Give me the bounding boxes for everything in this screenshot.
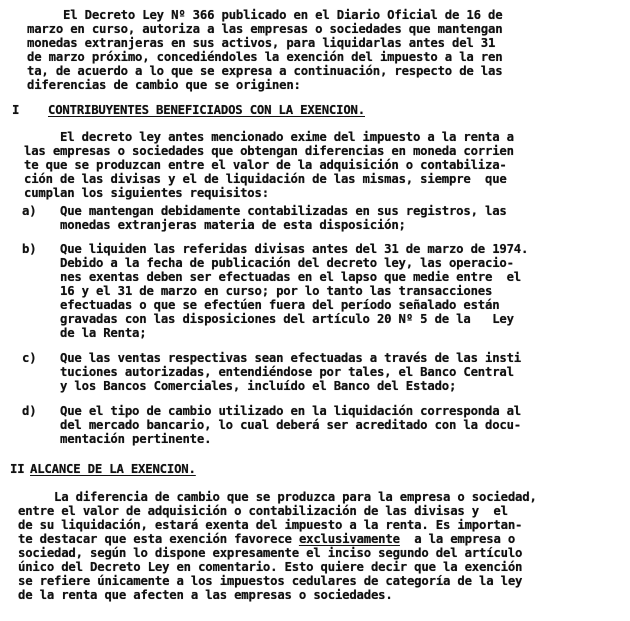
list-item-line: Que liquiden las referidas divisas antes del 31 de marzo de 1974. [60,242,529,256]
list-item-line: gravadas con las disposiciones del artículo 20 Nº 5 de la Ley [60,312,514,326]
paragraph-line: las empresas o sociedades que obtengan diferencias en moneda corrien [24,144,514,158]
section-number: II [10,462,25,476]
list-item-marker: d) [22,404,37,418]
paragraph-line: te que se produzcan entre el valor de la adquisición o contabiliza- [24,158,507,172]
paragraph-line: se refiere únicamente a los impuestos cedulares de categoría de la ley [18,574,523,588]
paragraph-line [18,532,515,546]
list-item-marker: b) [22,242,37,256]
text-run: te destacar que esta exención favorece [18,532,299,546]
section-heading: ALCANCE DE LA EXENCION. [30,462,196,476]
emphasized-word: exclusivamente [298,532,400,546]
paragraph-line: La diferencia de cambio que se produzca para la empresa o sociedad, [18,490,537,504]
text-run: a la empresa o [399,532,516,546]
paragraph-line: entre el valor de adquisición o contabilización de las divisas y el [18,504,508,518]
list-item-line: Que mantengan debidamente contabilizadas en sus registros, las [60,204,507,218]
list-item-line: mentación pertinente. [60,432,212,446]
section-number: I [12,103,20,117]
paragraph-line: de su liquidación, estará exenta del impuesto a la renta. Es importan- [18,518,523,532]
intro-line: ta, de acuerdo a lo que se expresa a continuación, respecto de las [27,64,503,78]
intro-line: diferencias de cambio que se originen: [27,78,301,92]
paragraph-line: de la renta que afecten a las empresas o sociedades. [18,588,393,602]
section-heading: CONTRIBUYENTES BENEFICIADOS CON LA EXENCION. [48,103,365,117]
list-item-line: de la Renta; [60,326,147,340]
list-item-line: efectuadas o que se efectúen fuera del período señalado están [60,298,500,312]
list-item-line: Que las ventas respectivas sean efectuadas a través de las insti [60,351,522,365]
list-item-line: y los Bancos Comerciales, incluído el Banco del Estado; [60,379,457,393]
list-item-line: del mercado bancario, lo cual deberá ser acreditado con la docu- [60,418,522,432]
list-item-marker: c) [22,351,37,365]
intro-line: de marzo próximo, concediéndoles la exención del impuesto a la ren [27,50,503,64]
list-item-line: tuciones autorizadas, entendiéndose por tales, el Banco Central [60,365,514,379]
intro-line: marzo en curso, autoriza a las empresas o sociedades que mantengan [27,22,503,36]
paragraph-line: único del Decreto Ley en comentario. Esto quiere decir que la exención [18,560,523,574]
paragraph-line: El decreto ley antes mencionado exime del impuesto a la renta a [24,130,514,144]
list-item-line: Que el tipo de cambio utilizado en la liquidación corresponda al [60,404,522,418]
paragraph-line: cumplan los siguientes requisitos: [24,186,269,200]
list-item-marker: a) [22,204,37,218]
list-item-line: monedas extranjeras materia de esta disposición; [60,218,406,232]
paragraph-line: ción de las divisas y el de liquidación de las mismas, siempre que [24,172,507,186]
intro-line: monedas extranjeras en sus activos, para liquidarlas antes del 31 [27,36,496,50]
list-item-line: Debido a la fecha de publicación del decreto ley, las operacio- [60,256,514,270]
list-item-line: 16 y el 31 de marzo en curso; por lo tanto las transacciones [60,284,493,298]
paragraph-line: sociedad, según lo dispone expresamente el inciso segundo del artículo [18,546,523,560]
list-item-line: nes exentas deben ser efectuadas en el lapso que medie entre el [60,270,522,284]
intro-line: El Decreto Ley Nº 366 publicado en el Diario Oficial de 16 de [27,8,503,22]
